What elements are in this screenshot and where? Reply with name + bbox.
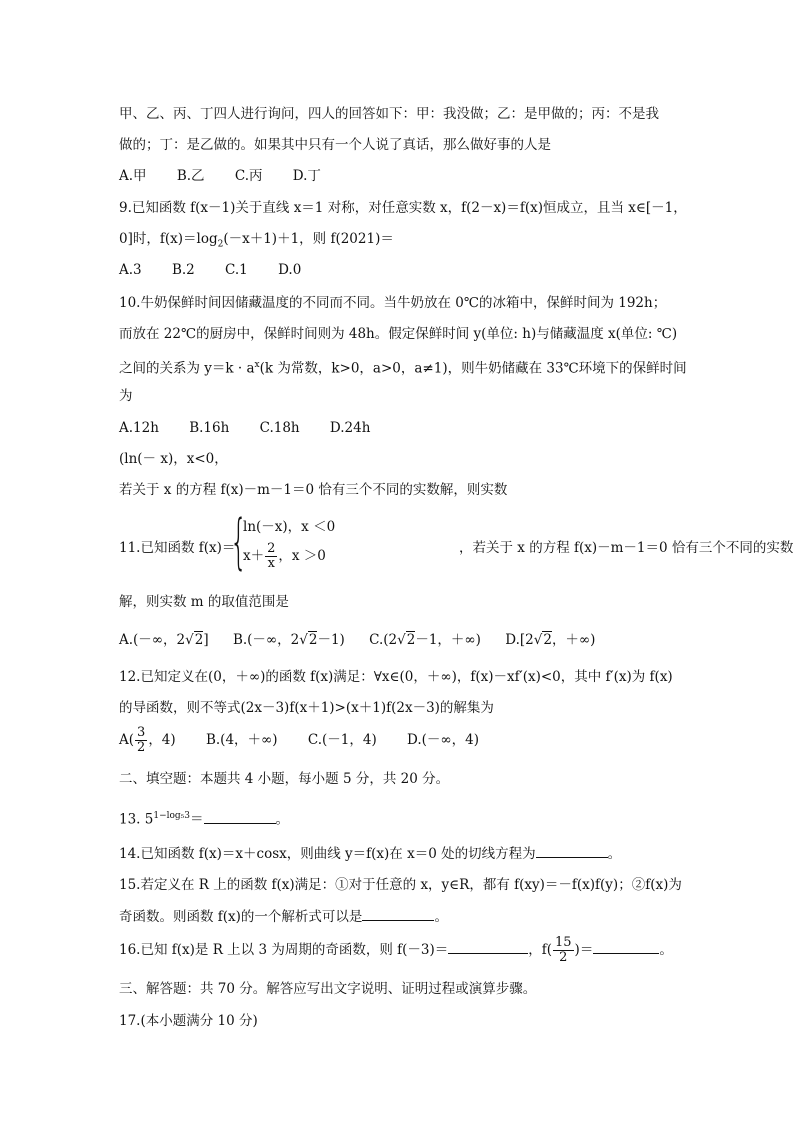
p12-fraction xyxy=(135,726,147,755)
p14-answer-blank[interactable] xyxy=(536,845,608,858)
p16-post: )＝ xyxy=(574,942,594,958)
p11-opt-d-pre: D.[2 xyxy=(505,632,534,648)
p8-line1: 甲、乙、丙、丁四人进行询问，四人的回答如下：甲：我没做；乙：是甲做的；丙：不是我 xyxy=(119,106,659,122)
p11-opt-c-post: －1，＋∞) xyxy=(415,632,481,648)
p9-option-b: B.2 xyxy=(171,262,195,278)
p11-case2-b: ，x ＞0 xyxy=(278,548,326,564)
p9-option-d: D.0 xyxy=(278,262,302,278)
left-brace-icon: { xyxy=(230,507,248,577)
p11-opt-d-rad: 2 xyxy=(543,632,552,648)
p15-end: 。 xyxy=(434,909,448,925)
p16-fraction xyxy=(553,936,574,965)
p16-frac-den: 2 xyxy=(559,950,568,965)
p10-line3-a: 之间的关系为 y＝k · a xyxy=(119,360,255,377)
sqrt-icon: √2 xyxy=(533,632,552,648)
p11-fraction xyxy=(265,542,277,571)
p16-pre: 16.已知 f(x)是 R 上以 3 为周期的奇函数，则 f(－3)＝ xyxy=(119,942,449,958)
p9-line1: 9.已知函数 f(x－1)关于直线 x＝1 对称，对任意实数 x，f(2－x)＝f(x)恒成立，且当 x∈[－1， xyxy=(119,200,687,216)
p12-frac-num: 3 xyxy=(137,725,146,740)
p11-label: 11.已知函数 f(x)＝ xyxy=(119,540,236,556)
p16-mid: ，f( xyxy=(528,942,552,958)
p10-options xyxy=(119,420,396,436)
p11-option-a xyxy=(119,632,209,648)
p14-end: 。 xyxy=(607,846,622,862)
p10-option-d: D.24h xyxy=(329,420,371,436)
p14-line xyxy=(119,845,621,862)
p13-pre: 13. 5 xyxy=(119,811,154,828)
p17-heading: 17.(本小题满分 10 分) xyxy=(119,1013,258,1029)
p13-line xyxy=(119,808,289,828)
p8-option-b: B.乙 xyxy=(176,168,205,184)
stray-line2: 若关于 x 的方程 f(x)－m－1＝0 恰有三个不同的实数解，则实数 xyxy=(119,482,508,498)
sqrt-icon: √2 xyxy=(397,632,416,648)
p13-exponent: 1−log₅3 xyxy=(153,811,191,821)
p15-text: 奇函数。则函数 f(x)的一个解析式可以是 xyxy=(119,909,363,925)
p10-line1: 10.牛奶保鲜时间因储藏温度的不同而不同。当牛奶放在 0℃的冰箱中，保鲜时间为 192h； xyxy=(119,295,667,311)
p9-line2-b: (－x＋1)＋1，则 f(2021)＝ xyxy=(223,231,394,247)
p11-option-d xyxy=(505,632,595,648)
p16-answer-blank-1[interactable] xyxy=(448,941,528,954)
p15-line1: 15.若定义在 R 上的函数 f(x)满足：①对于任意的 x，y∈R，都有 f(xy)＝－f(x)f(y)；②f(x)为 xyxy=(119,877,682,893)
p15-answer-blank[interactable] xyxy=(362,908,434,921)
p14-text: 14.已知函数 f(x)＝x＋cosx，则曲线 y＝f(x)在 x＝0 处的切线方程为 xyxy=(119,846,536,862)
p13-post: ＝ xyxy=(190,811,204,828)
section2-heading: 二、填空题：本题共 4 小题，每小题 5 分，共 20 分。 xyxy=(119,771,450,787)
p11-opt-b-post: －1) xyxy=(317,632,345,648)
p11-opt-b-pre: B.(－∞，2 xyxy=(232,632,300,648)
sqrt-icon: √2 xyxy=(299,632,318,648)
p10-option-c: C.18h xyxy=(259,420,300,436)
p11-opt-a-pre: A.(－∞，2 xyxy=(119,632,186,648)
p16-line xyxy=(119,936,673,965)
p12-line2: 的导函数，则不等式(2x－3)f(x＋1)>(x＋1)f(2x－3)的解集为 xyxy=(119,700,494,716)
p12-opt-a-pre: A( xyxy=(119,732,135,748)
p11-opt-d-post: ，＋∞) xyxy=(551,632,596,648)
p11-options xyxy=(119,632,595,648)
p11-opt-c-pre: C.(2 xyxy=(369,632,398,648)
p9-log-base: 2 xyxy=(217,239,224,250)
p11-opt-a-rad: 2 xyxy=(194,632,204,648)
section3-heading: 三、解答题：共 70 分。解答应写出文字说明、证明过程或演算步骤。 xyxy=(119,981,537,997)
p16-end: 。 xyxy=(659,942,673,958)
sqrt-icon: √2 xyxy=(185,632,204,648)
p11-case2 xyxy=(243,542,326,571)
p10-line3 xyxy=(119,357,687,377)
p13-end: 。 xyxy=(275,811,290,828)
p10-option-a: A.12h xyxy=(119,420,159,436)
p11-opt-c-rad: 2 xyxy=(406,632,416,648)
p11-line2: 解，则实数 m 的取值范围是 xyxy=(119,594,289,610)
p12-option-d: D.(－∞，4) xyxy=(407,732,480,748)
p12-line1: 12.已知定义在(0，＋∞)的函数 f(x)满足：∀x∈(0，＋∞)，f(x)－xf′(x)<0，其中 f′(x)为 f(x) xyxy=(119,669,673,685)
p10-line4: 为 xyxy=(119,388,133,404)
p11-opt-a-post: ] xyxy=(203,632,209,648)
p12-frac-den: 2 xyxy=(137,740,146,755)
p12-option-a xyxy=(119,726,176,755)
p11-case2-a: x＋ xyxy=(243,548,265,564)
p11-case1: ln(－x)，x ＜0 xyxy=(243,519,336,535)
p12-option-c: C.(－1，4) xyxy=(307,732,377,748)
p11-frac-den: x xyxy=(267,556,275,571)
p8-option-a: A.甲 xyxy=(119,168,147,184)
p9-option-c: C.1 xyxy=(225,262,248,278)
p9-line2 xyxy=(119,231,394,253)
p11-option-b xyxy=(233,632,345,648)
p13-answer-blank[interactable] xyxy=(204,811,276,824)
p16-answer-blank-2[interactable] xyxy=(593,941,659,954)
p15-line2 xyxy=(119,908,448,925)
p10-option-b: B.16h xyxy=(189,420,230,436)
p12-opt-a-post: ，4) xyxy=(148,732,176,748)
p9-option-a: A.3 xyxy=(119,262,142,278)
p8-options xyxy=(119,168,347,184)
p11-tail: ，若关于 x 的方程 f(x)－m－1＝0 恰有三个不同的实数 xyxy=(459,540,794,556)
p8-option-c: C.丙 xyxy=(234,168,263,184)
p9-options xyxy=(119,262,327,278)
p10-line2: 而放在 22℃的厨房中，保鲜时间则为 48h。假定保鲜时间 y(单位: h)与储藏温度 x(单位: ℃) xyxy=(119,326,678,342)
p8-line2: 做的；丁：是乙做的。如果其中只有一个人说了真话，那么做好事的人是 xyxy=(119,137,551,153)
p10-exponent: x xyxy=(254,360,260,370)
p9-line2-a: 0]时，f(x)＝log xyxy=(119,231,218,247)
p11-option-c xyxy=(369,632,481,648)
p8-option-d: D.丁 xyxy=(292,168,321,184)
p11-opt-b-rad: 2 xyxy=(308,632,318,648)
stray-line1: (ln(－ x)，x<0， xyxy=(119,451,228,467)
p11-frac-num: 2 xyxy=(267,541,276,556)
p16-frac-num: 15 xyxy=(555,935,572,950)
p10-line3-b: (k 为常数，k>0，a>0，a≠1)，则牛奶储藏在 33℃环境下的保鲜时间 xyxy=(259,360,687,377)
p12-option-b: B.(4，＋∞) xyxy=(205,732,278,748)
p12-options xyxy=(119,726,479,755)
